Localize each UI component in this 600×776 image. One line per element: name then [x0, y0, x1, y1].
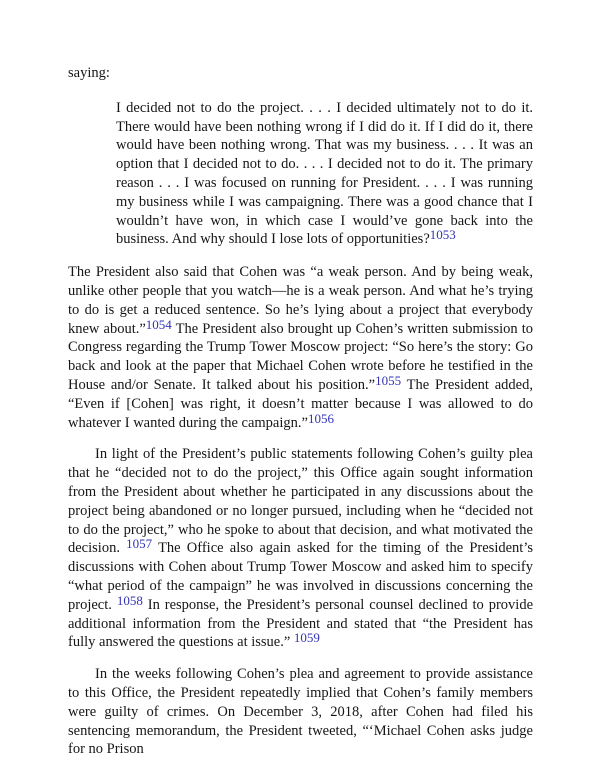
paragraph-text: The Office also again asked for the timing of the President’s discussions with Cohen about Trump Tower Moscow and asked him to specify “what period of the campaign” he was involved in discussions concerning the project. — [68, 540, 533, 613]
footnote-ref-1059[interactable]: 1059 — [293, 630, 320, 646]
intro-line: saying: — [68, 65, 110, 81]
paragraph-text: The President also brought up Cohen’s written submission to Congress regarding the Trump Tower Moscow project: “So here’s the story: Go back and look at the paper that Michael Cohen wrote before he testified in the House and/or Senate. It talked about his position.” — [68, 320, 533, 393]
footnote-ref-1056[interactable]: 1056 — [307, 410, 334, 426]
paragraph-text: In light of the President’s public statements following Cohen’s guilty plea that he “decided not to do the project,” this Office again sought information from the President about whether he participated in any discussions about the project being abandoned or no longer pursued, including when he “decided not to do the project,” who he spoke to about that decision, and what motivated the decision. — [68, 446, 533, 557]
footnote-ref-1053[interactable]: 1053 — [429, 227, 456, 243]
footnote-ref-1057[interactable]: 1057 — [126, 536, 153, 552]
paragraph-text: The President added, “Even if [Cohen] was right, it doesn’t matter because I was allowed to do whatever I wanted during the campaign.” — [68, 376, 533, 431]
footnote-ref-1055[interactable]: 1055 — [375, 372, 402, 388]
footnote-ref-1058[interactable]: 1058 — [116, 592, 143, 608]
paragraph-cohen-family — [68, 665, 533, 759]
paragraph-text: In response, the President’s personal counsel declined to provide additional information from the President and stated that “the President has fully answered the questions at issue.” — [68, 596, 533, 651]
footnote-ref-1054[interactable]: 1054 — [145, 316, 172, 332]
paragraph-office-inquiry — [68, 445, 533, 652]
block-quote-text: I decided not to do the project. . . . I decided ultimately not to do it. There would have been nothing wrong if I did do it. If I did do it, there would have been nothing wrong. That was my business. . . . It was an option that I decided not to do. . . . I decided not to do it. The primary reason . . . I was focused on running for President. . . . I was running my business while I was campaigning. There was a good chance that I wouldn’t have won, in which case I would’ve gone back into the business. And why should I lose lots of opportunities? — [116, 99, 533, 248]
paragraph-presidents-statements — [68, 263, 533, 432]
paragraph-text: In the weeks following Cohen’s plea and agreement to provide assistance to this Office, the President repeatedly implied that Cohen’s family members were guilty of crimes. On December 3, 2018, after Cohen had filed his sentencing memorandum, the President tweeted, “‘Michael Cohen asks judge for no Prison — [68, 666, 533, 758]
paragraph-text: The President also said that Cohen was “a weak person. And by being weak, unlike other people that you watch—he is a weak person. And what he’s trying to do is get a reduced sentence. So he’s lying about a project that everybody knew about.” — [68, 264, 533, 337]
block-quote — [68, 99, 533, 249]
